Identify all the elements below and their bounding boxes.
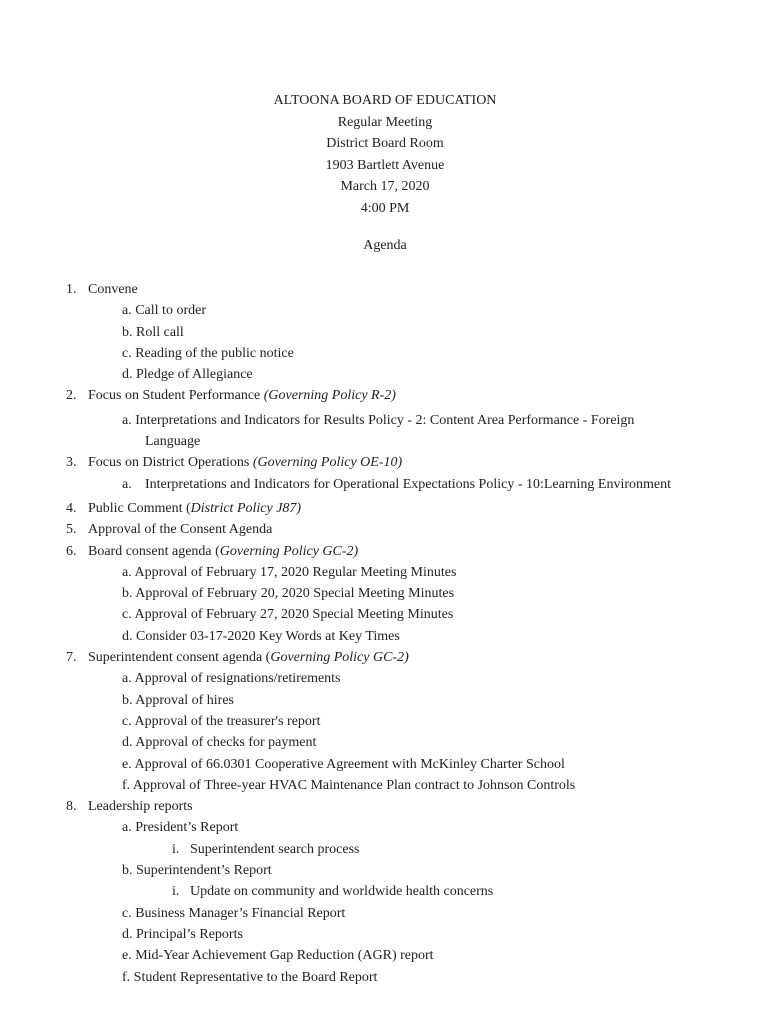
sub-item — [0, 343, 770, 364]
sub-letter: e. — [122, 756, 132, 772]
sub-item — [0, 924, 770, 945]
policy-reference: (Governing Policy OE-10) — [252, 455, 403, 471]
item-title — [88, 385, 396, 406]
sub-text: Roll call — [136, 324, 184, 340]
item-title-text: Public Comment ( — [88, 500, 191, 516]
meeting-address: 1903 Bartlett Avenue — [325, 157, 445, 173]
sub-text: Approval of February 27, 2020 Special Meeting Minutes — [134, 607, 454, 623]
sub-item — [0, 668, 770, 689]
sub-sub-item — [0, 881, 770, 902]
agenda-item — [0, 279, 770, 300]
sub-letter: e. — [122, 948, 132, 964]
sub-text: Approval of hires — [135, 692, 234, 708]
item-title — [88, 452, 402, 473]
meeting-location: District Board Room — [326, 136, 444, 151]
meeting-date: March 17, 2020 — [340, 179, 430, 194]
agenda-item — [0, 541, 770, 562]
item-title-text: Focus on Student Performance — [88, 388, 264, 404]
sub-sub-text: Superintendent search process — [190, 841, 360, 857]
sub-text: Approval of the treasurer's report — [134, 713, 321, 729]
sub-letter: d. — [122, 735, 133, 751]
sub-item — [0, 711, 770, 732]
agenda-heading: Agenda — [363, 238, 407, 253]
sub-text: Approval of resignations/retirements — [134, 671, 341, 687]
item-number: 7. — [66, 650, 77, 666]
sub-letter: b. — [122, 586, 133, 602]
sub-text: Approval of February 17, 2020 Regular Meeting Minutes — [134, 564, 457, 580]
sub-letter: b. — [122, 692, 133, 708]
sub-text: Business Manager’s Financial Report — [135, 905, 346, 921]
policy-reference: Governing Policy GC-2) — [219, 543, 359, 559]
sub-letter: b. — [122, 863, 133, 879]
item-title — [88, 541, 358, 562]
item-title: Leadership reports — [88, 799, 193, 815]
sub-item — [0, 474, 770, 495]
org-name: ALTOONA BOARD OF EDUCATION — [273, 93, 497, 108]
sub-letter: c. — [122, 345, 132, 361]
sub-text: Approval of checks for payment — [135, 735, 317, 751]
agenda-item — [0, 385, 770, 406]
document-header — [0, 90, 770, 219]
agenda-list — [0, 279, 770, 988]
sub-sub-numeral: i. — [172, 841, 180, 857]
sub-letter: c. — [122, 905, 132, 921]
sub-sub-numeral: i. — [172, 884, 180, 900]
agenda-item — [0, 647, 770, 668]
agenda-item — [0, 452, 770, 473]
policy-reference: (Governing Policy R-2) — [263, 388, 396, 404]
sub-text: Approval of February 20, 2020 Special Meeting Minutes — [135, 586, 455, 602]
sub-text: Student Representative to the Board Report — [133, 969, 378, 985]
sub-letter: a. — [122, 476, 132, 492]
sub-item — [0, 754, 770, 775]
sub-item — [0, 300, 770, 321]
sub-letter: a. — [122, 303, 132, 319]
sub-item — [0, 817, 770, 838]
sub-text: Principal’s Reports — [136, 926, 243, 942]
sub-letter: a. — [122, 564, 132, 580]
sub-item — [0, 626, 770, 647]
sub-text: Interpretations and Indicators for Operational Expectations Policy - 10:Learning Environment — [145, 476, 672, 492]
sub-letter: f. — [122, 969, 131, 985]
agenda-item — [0, 498, 770, 519]
sub-item — [0, 860, 770, 881]
sub-letter: f. — [122, 777, 131, 793]
agenda-item — [0, 519, 770, 540]
policy-reference: Governing Policy GC-2) — [270, 650, 409, 666]
sub-item — [0, 775, 770, 796]
sub-item — [0, 967, 770, 988]
policy-reference: District Policy J87) — [190, 500, 302, 516]
sub-text: Consider 03-17-2020 Key Words at Key Times — [136, 628, 400, 644]
sub-text: Superintendent’s Report — [136, 863, 272, 879]
sub-letter: a. — [122, 671, 132, 687]
sub-letter: b. — [122, 324, 133, 340]
item-number: 6. — [66, 543, 77, 559]
sub-letter: c. — [122, 713, 132, 729]
meeting-time: 4:00 PM — [360, 200, 410, 216]
sub-text: Reading of the public notice — [135, 345, 294, 361]
sub-item — [0, 604, 770, 625]
sub-item — [0, 364, 770, 385]
sub-item — [0, 903, 770, 924]
sub-letter: d. — [122, 367, 133, 383]
sub-item — [0, 562, 770, 583]
item-number: 2. — [66, 388, 77, 404]
sub-item — [0, 322, 770, 343]
item-title — [88, 647, 409, 668]
sub-text: Approval of 66.0301 Cooperative Agreement with McKinley Charter School — [134, 756, 565, 772]
item-title: Approval of the Consent Agenda — [88, 522, 273, 538]
item-number: 8. — [66, 799, 77, 815]
sub-text: Interpretations and Indicators for Results Policy - 2: Content Area Performance - Foreign — [135, 412, 635, 428]
sub-text: Pledge of Allegiance — [136, 367, 253, 383]
sub-item — [0, 945, 770, 966]
item-title — [88, 498, 301, 519]
item-title-text: Board consent agenda ( — [88, 543, 220, 559]
meeting-type: Regular Meeting — [337, 114, 433, 130]
sub-text: Call to order — [135, 303, 206, 319]
sub-text: Mid-Year Achievement Gap Reduction (AGR) report — [135, 948, 434, 964]
item-title-text: Superintendent consent agenda ( — [88, 650, 271, 666]
sub-item — [0, 732, 770, 753]
agenda-item — [0, 796, 770, 817]
sub-letter: a. — [122, 820, 132, 836]
item-title: Convene — [88, 282, 138, 297]
item-number: 4. — [66, 500, 77, 516]
sub-letter: a. — [122, 412, 132, 428]
sub-item-continuation: Language — [145, 434, 201, 450]
sub-letter: d. — [122, 926, 133, 942]
sub-item — [0, 583, 770, 604]
sub-item — [0, 410, 770, 431]
sub-text: President’s Report — [135, 820, 239, 836]
sub-sub-item — [0, 839, 770, 860]
sub-letter: d. — [122, 628, 133, 644]
sub-sub-text: Update on community and worldwide health concerns — [190, 884, 494, 900]
item-number: 1. — [66, 282, 77, 297]
item-number: 5. — [66, 522, 77, 538]
sub-letter: c. — [122, 607, 132, 623]
sub-text: Approval of Three-year HVAC Maintenance Plan contract to Johnson Controls — [132, 777, 576, 793]
item-number: 3. — [66, 455, 77, 471]
sub-item — [0, 690, 770, 711]
item-title-text: Focus on District Operations — [88, 455, 253, 471]
